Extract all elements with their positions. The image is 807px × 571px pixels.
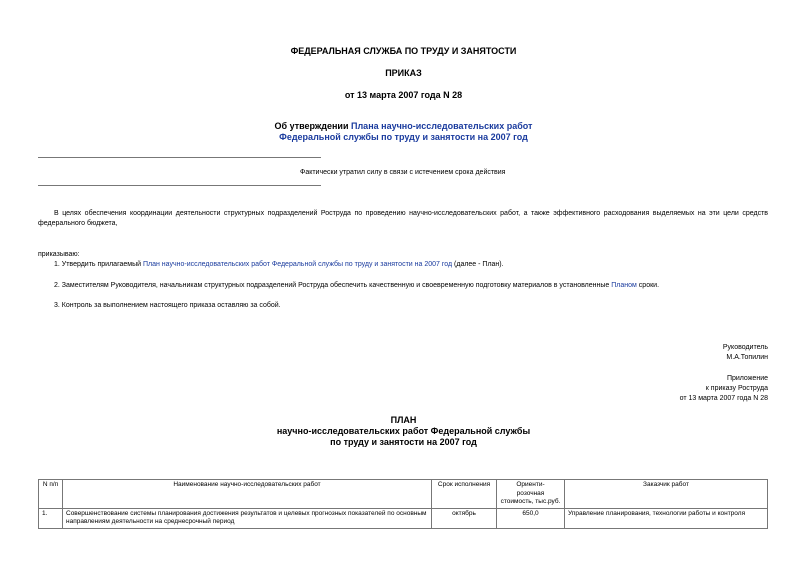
divider-bottom bbox=[38, 185, 321, 186]
plan-link-item2[interactable]: Планом bbox=[611, 282, 637, 289]
header-deadline: Срок исполнения bbox=[432, 480, 497, 509]
doc-date-number: от 13 марта 2007 года N 28 bbox=[344, 90, 463, 100]
agency-name: ФЕДЕРАЛЬНАЯ СЛУЖБА ПО ТРУДУ И ЗАНЯТОСТИ bbox=[290, 46, 517, 56]
plan-table bbox=[38, 479, 768, 529]
cell-customer: Управление планирования, технологии работы и контроля bbox=[565, 508, 768, 528]
cell-num: 1. bbox=[39, 508, 63, 528]
subject-line-1 bbox=[0, 121, 807, 131]
header-cost bbox=[497, 480, 565, 509]
plan-title-2: научно-исследовательских работ Федеральной службы bbox=[276, 426, 531, 436]
table-row bbox=[39, 508, 768, 528]
header-cost-2: розочная bbox=[516, 489, 545, 497]
item2-suffix: сроки. bbox=[636, 282, 660, 289]
appendix-line-1: Приложение bbox=[726, 375, 768, 382]
item1-prefix: 1. Утвердить прилагаемый bbox=[54, 261, 143, 268]
cell-name: Совершенствование системы планирования достижения результатов и целевых прогнозных показателей по основным направлениям деятельности на среднесрочный период bbox=[63, 508, 432, 528]
order-item-1 bbox=[38, 260, 768, 270]
header-num: N п/п bbox=[39, 480, 63, 509]
cell-cost: 650,0 bbox=[497, 508, 565, 528]
subject-line-2 bbox=[0, 132, 807, 142]
appendix-line-3: от 13 марта 2007 года N 28 bbox=[679, 395, 768, 402]
signature-title: Руководитель bbox=[722, 344, 768, 351]
item2-prefix: 2. Заместителям Руководителя, начальникам структурных подразделений Роструда обеспечить качественную и своевременную подготовку материалов в установленные bbox=[54, 282, 612, 289]
table-header-row bbox=[39, 480, 768, 509]
divider-top bbox=[38, 157, 321, 158]
order-item-2 bbox=[38, 281, 768, 291]
header-cost-3: стоимость, тыс.руб. bbox=[500, 498, 561, 505]
header-name: Наименование научно-исследовательских работ bbox=[63, 480, 432, 509]
plan-title-1: ПЛАН bbox=[390, 415, 417, 425]
cell-deadline: октябрь bbox=[432, 508, 497, 528]
signature-name: М.А.Топилин bbox=[726, 354, 768, 361]
plan-title-3: по труду и занятости на 2007 год bbox=[330, 437, 477, 447]
appendix-line-2: к приказу Роструда bbox=[705, 385, 768, 392]
plan-link-title-1[interactable]: Плана научно-исследовательских работ bbox=[351, 121, 533, 131]
item1-suffix: (далее - План). bbox=[452, 261, 504, 268]
header-cost-1: Ориенти- bbox=[516, 481, 545, 488]
order-item-3: 3. Контроль за выполнением настоящего приказа оставляю за собой. bbox=[54, 302, 281, 309]
preamble: В целях обеспечения координации деятельности структурных подразделений Роструда по проведению научно-исследовательских работ, а также эффективного расходования выделяемых на эти цели средств федерального бюджета, bbox=[38, 210, 768, 227]
order-word: приказываю: bbox=[38, 251, 80, 258]
plan-link-title-2[interactable]: Федеральной службы по труду и занятости на 2007 год bbox=[279, 132, 528, 142]
subject-prefix: Об утверждении bbox=[274, 121, 351, 131]
header-customer: Заказчик работ bbox=[565, 480, 768, 509]
plan-link-item1[interactable]: План научно-исследовательских работ Федеральной службы по труду и занятости на 2007 год bbox=[142, 261, 453, 268]
doc-type: ПРИКАЗ bbox=[385, 68, 422, 78]
status-note: Фактически утратил силу в связи с истечением срока действия bbox=[300, 169, 506, 176]
